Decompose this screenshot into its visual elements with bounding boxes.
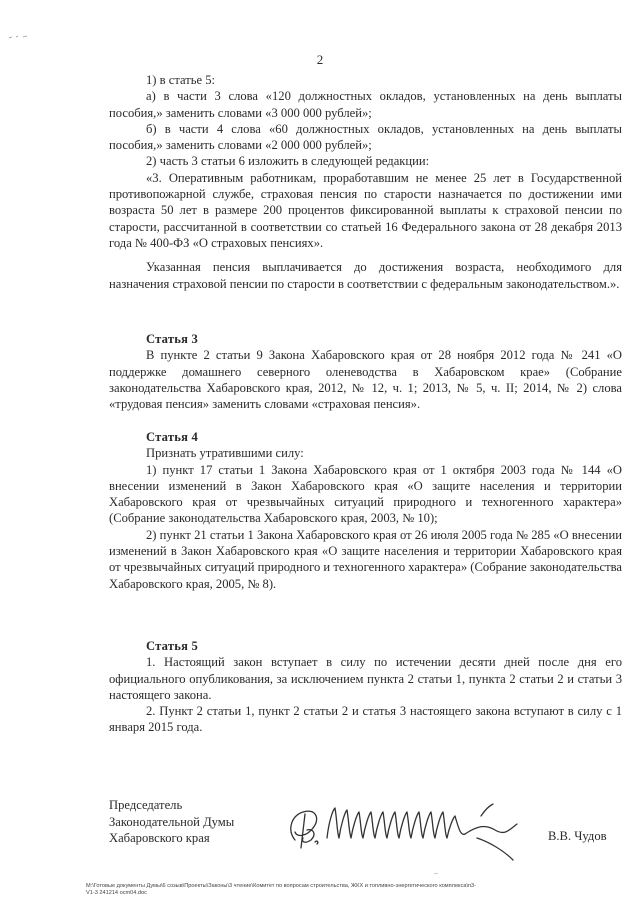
footer-line: М:\Готовые документы Думы\6 созыв\Проекты\Законы\3 чтение\Комитет по вопросам строительства, ЖКХ и топливно-энергетического комплекса\п3- (86, 883, 477, 889)
paragraph: 2. Пункт 2 статьи 1, пункт 2 статьи 2 и статья 3 настоящего закона вступают в силу с 1 января 2015 года. (109, 704, 622, 735)
article3 (109, 331, 622, 412)
page-number: 2 (316, 52, 324, 67)
footer-line: V1-3 241214 ocm04.doc (86, 890, 147, 897)
paragraph: 2) пункт 21 статьи 1 Закона Хабаровского края от 26 июля 2005 года № 285 «О внесении изменений в Закон Хабаровского края «О защите населения и территории Хабаровского края от чрезвычайных ситуаций природного и техногенного характера» (Собрание законодательства Хабаровского края, 2005, № 8). (109, 527, 622, 591)
paragraph: 2) часть 3 статьи 6 изложить в следующей редакции: (146, 154, 430, 169)
signatory-line: Председатель (109, 798, 183, 812)
handwritten-signature (281, 790, 541, 865)
article-heading: Статья 3 (146, 332, 198, 346)
article4 (109, 429, 622, 592)
paragraph: 1) пункт 17 статьи 1 Закона Хабаровского края от 1 октября 2003 года № 144 «О внесении изменений в Закон Хабаровского края «О защите населения и территории Хабаровского края от чрезвычайных ситуаций природного и техногенного характера» (Собрание законодательства Хабаровского края, 2003, № 10); (109, 462, 622, 526)
scan-mark (8, 34, 30, 40)
article-heading: Статья 5 (146, 639, 198, 653)
file-path-footer (86, 883, 626, 897)
paragraph: Указанная пенсия выплачивается до достижения возраста, необходимого для назначения страховой пенсии по старости в соответствии с федеральным законодательством.». (109, 260, 622, 291)
article-heading: Статья 4 (146, 430, 198, 444)
paragraph: 1. Настоящий закон вступает в силу по истечении десяти дней после дня его официального опубликования, за исключением пункта 2 статьи 1, пункта 2 статьи 2 и статьи 3 настоящего закона. (109, 655, 622, 702)
article5 (109, 638, 622, 736)
scan-mark (433, 871, 439, 877)
signatory-title (109, 797, 234, 847)
signatory-line: Хабаровского края (109, 831, 210, 845)
paragraph: а) в части 3 слова «120 должностных окладов, установленных на день выплаты пособия,» заменить словами «3 000 000 рублей»; (109, 89, 622, 120)
paragraph: б) в части 4 слова «60 должностных окладов, установленных на день выплаты пособия,» заменить словами «2 000 000 рублей»; (109, 121, 622, 153)
paragraph: «3. Оперативным работникам, проработавшим не менее 25 лет в Государственной противопожарной службе, страховая пенсия по старости назначается по достижении ими возраста 50 лет в размере 200 процентов фиксированной выплаты к страховой пенсии по старости, рассчитанной в соответствии со статьей 16 Федерального закона от 28 декабря 2013 года № 400-ФЗ «О страховых пенсиях». (109, 170, 622, 250)
signatory-name: В.В. Чудов (548, 829, 607, 843)
paragraph: Признать утратившими силу: (146, 446, 304, 461)
article2-continuation (109, 72, 622, 292)
paragraph: В пункте 2 статьи 9 Закона Хабаровского края от 28 ноября 2012 года № 241 «О поддержке домашнего северного оленеводства в Хабаровском крае» (Собрание законодательства Хабаровского края, 2012, № 12, ч. 1; 2013, № 5, ч. II; 2014, № 2) слова «трудовая пенсия» заменить словами «страховая пенсия». (109, 348, 622, 412)
paragraph: 1) в статье 5: (146, 73, 216, 87)
signatory-line: Законодательной Думы (109, 814, 235, 829)
